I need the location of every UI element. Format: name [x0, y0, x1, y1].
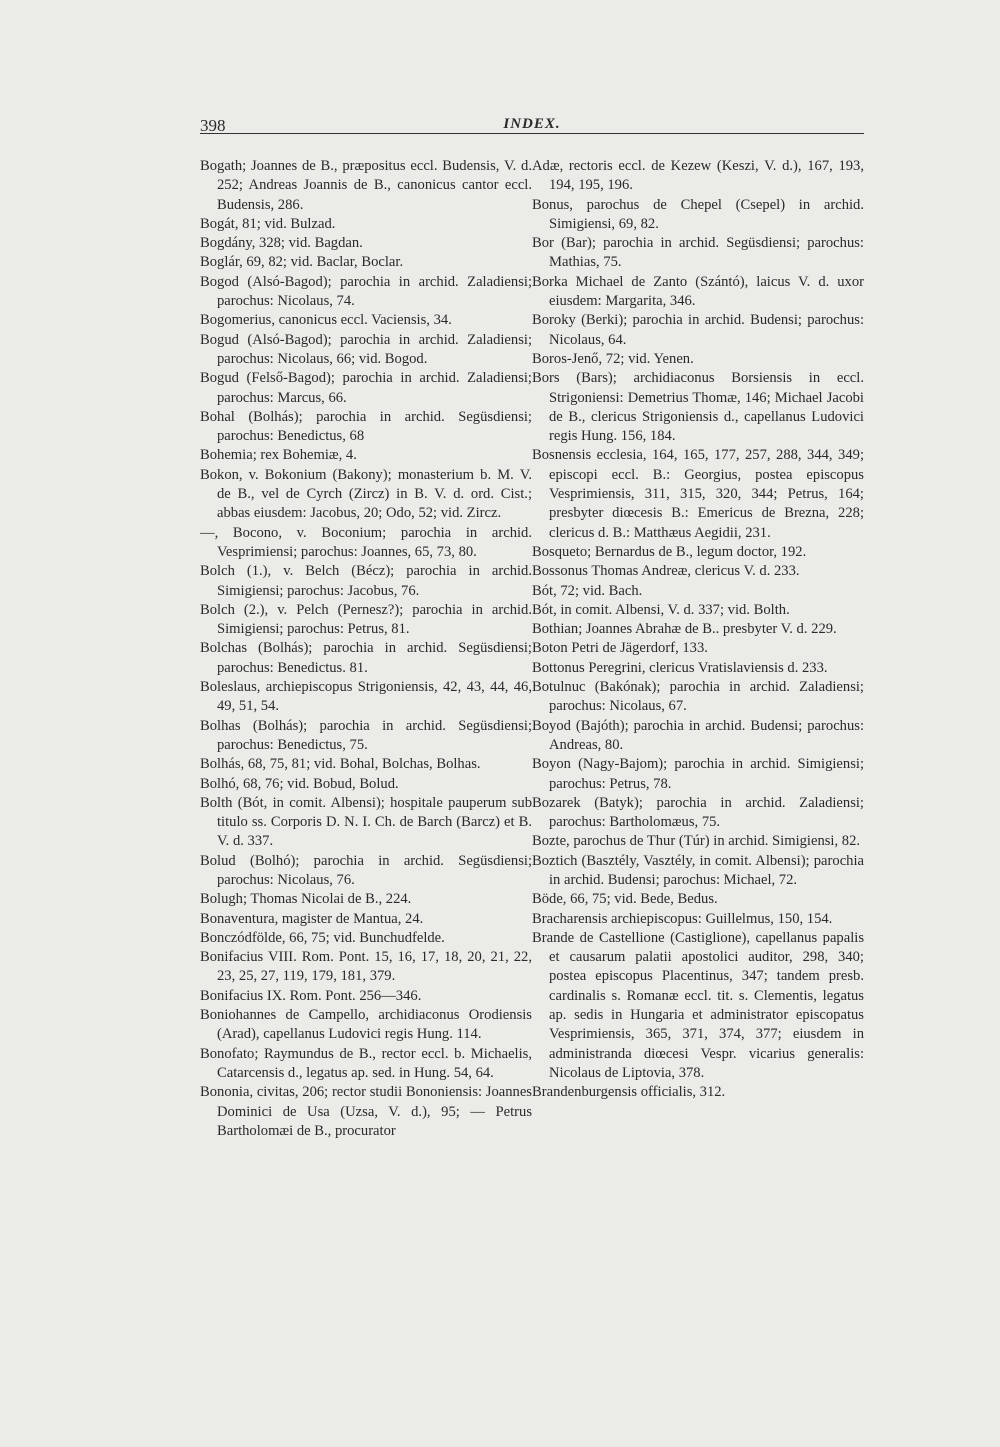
index-entry: Bogud (Alsó-Bagod); parochia in archid. Zaladiensi; parochus: Nicolaus, 66; vid. Bogod. — [200, 331, 532, 367]
index-entry: Boztich (Basztély, Vasztély, in comit. Albensi); parochia in archid. Budensi; parochus: Michael, 72. — [532, 852, 864, 888]
header-rule — [200, 133, 864, 134]
index-entry: Bolch (2.), v. Pelch (Pernesz?); parochia in archid. Simigiensi; parochus: Petrus, 81. — [200, 601, 532, 638]
page-header — [200, 116, 864, 136]
index-entry: Bononia, civitas, 206; rector studii Bononiensis: Joannes Dominici de Usa (Uzsa, V. d.), 95; — Petrus Bartholomæi de B., procurator — [200, 1084, 532, 1139]
index-entry: Bonifacius VIII. Rom. Pont. 15, 16, 17, 18, 20, 21, 22, 23, 25, 27, 119, 179, 181, 379. — [200, 949, 532, 985]
index-entry: Borka Michael de Zanto (Szántó), laicus V. d. uxor eiusdem: Margarita, 346. — [532, 273, 864, 310]
index-entry: Bogomerius, canonicus eccl. Vaciensis, 34. — [200, 312, 452, 329]
index-entry: Bogath; Joannes de B., præpositus eccl. Budensis, V. d. 252; Andreas Joannis de B., canonicus cantor eccl. Budensis, 286. — [200, 158, 532, 213]
running-head: INDEX. — [503, 116, 561, 132]
index-entry: Bozarek (Batyk); parochia in archid. Zaladiensi; parochus: Bartholomæus, 75. — [532, 794, 864, 831]
index-entry: Bonus, parochus de Chepel (Csepel) in archid. Simigiensi, 69, 82. — [532, 196, 864, 232]
index-entry: Bossonus Thomas Andreæ, clericus V. d. 233. — [532, 563, 800, 580]
index-entry: Böde, 66, 75; vid. Bede, Bedus. — [532, 891, 718, 908]
index-entry: —, Bocono, v. Boconium; parochia in archid. Vesprimiensi; parochus: Joannes, 65, 73, 80. — [200, 524, 532, 560]
index-entry: Bolhó, 68, 76; vid. Bobud, Bolud. — [200, 775, 399, 792]
index-entry: Adæ, rectoris eccl. de Kezew (Keszi, V. d.), 167, 193, 194, 195, 196. — [532, 158, 864, 194]
index-entry: Bonofato; Raymundus de B., rector eccl. b. Michaelis, Catarcensis d., legatus ap. sed. in Hung. 54, 64. — [200, 1045, 532, 1081]
index-entry: Brandenburgensis officialis, 312. — [532, 1084, 726, 1101]
index-entry: Bottonus Peregrini, clericus Vratislaviensis d. 233. — [532, 659, 828, 676]
index-entry: Bogát, 81; vid. Bulzad. — [200, 215, 336, 232]
index-entry: Bothian; Joannes Abrahæ de B.. presbyter V. d. 229. — [532, 621, 837, 638]
index-entry: Bolhás, 68, 75, 81; vid. Bohal, Bolchas, Bolhas. — [200, 756, 481, 773]
index-entry: Botulnuc (Bakónak); parochia in archid. Zaladiensi; parochus: Nicolaus, 67. — [532, 679, 864, 715]
index-entry: Boros-Jenő, 72; vid. Yenen. — [532, 350, 694, 367]
index-entry: Boglár, 69, 82; vid. Baclar, Boclar. — [200, 254, 404, 271]
index-entry: Bót, in comit. Albensi, V. d. 337; vid. Bolth. — [532, 601, 790, 618]
index-entry: Bokon, v. Bokonium (Bakony); monasterium b. M. V. de B., vel de Cyrch (Zircz) in B. V. d. ord. Cist.; abbas eiusdem: Jacobus, 20; Odo, 52; vid. Zircz. — [200, 466, 532, 522]
index-entry: Bolugh; Thomas Nicolai de B., 224. — [200, 891, 412, 908]
index-entry: Boton Petri de Jägerdorf, 133. — [532, 640, 708, 657]
index-entry: Bosnensis ecclesia, 164, 165, 177, 257, 288, 344, 349; episcopi eccl. B.: Georgius, postea episcopus Vesprimiensis, 311, 315, 320, 344; Petrus, 164; presbyter diœcesis B.: Emericus de Brezna, 228; clericus d. B.: Matthæus Aegidii, 231. — [532, 447, 864, 541]
page-number: 398 — [200, 116, 226, 135]
index-entry: Boleslaus, archiepiscopus Strigoniensis, 42, 43, 44, 46, 49, 51, 54. — [200, 679, 532, 715]
index-entry: Bót, 72; vid. Bach. — [532, 582, 643, 599]
index-entry: Bonaventura, magister de Mantua, 24. — [200, 910, 424, 927]
index-column-left — [200, 157, 532, 1141]
index-entry: Brande de Castellione (Castiglione), capellanus papalis et causarum palatii apostolici auditor, 298, 340; postea episcopus Placentinus, 347; tandem presb. cardinalis s. Romanæ eccl. tit. s. Clementis, legatus ap. sedis in Hungaria et administrator episcopatus Vesprimiensis, 365, 371, 374, 377; eiusdem in administranda diœcesi Vespr. vicarius generalis: Nicolaus de Liptovia, 378. — [532, 929, 864, 1081]
index-entry: Boroky (Berki); parochia in archid. Budensi; parochus: Nicolaus, 64. — [532, 312, 864, 348]
index-entry: Bolud (Bolhó); parochia in archid. Següsdiensi; parochus: Nicolaus, 76. — [200, 852, 532, 888]
index-entry: Bogud (Felső-Bagod); parochia in archid. Zaladiensi; parochus: Marcus, 66. — [200, 370, 532, 406]
index-entry: Bracharensis archiepiscopus: Guillelmus, 150, 154. — [532, 910, 833, 927]
index-entry: Bonifacius IX. Rom. Pont. 256—346. — [200, 987, 422, 1004]
index-entry: Bolhas (Bolhás); parochia in archid. Següsdiensi; parochus: Benedictus, 75. — [200, 717, 532, 753]
index-entry: Bors (Bars); archidiaconus Borsiensis in eccl. Strigoniensi: Demetrius Thomæ, 146; Michael Jacobi de B., clericus Strigoniensis d., capellanus Ludovici regis Hung. 156, 184. — [532, 370, 864, 445]
index-entry: Bosqueto; Bernardus de B., legum doctor, 192. — [532, 543, 807, 560]
index-entry: Bogdány, 328; vid. Bagdan. — [200, 235, 363, 252]
index-entry: Bogod (Alsó-Bagod); parochia in archid. Zaladiensi; parochus: Nicolaus, 74. — [200, 273, 532, 310]
index-column-right — [532, 157, 864, 1103]
index-entry: Boyod (Bajóth); parochia in archid. Budensi; parochus: Andreas, 80. — [532, 717, 864, 753]
index-entry: Bozte, parochus de Thur (Túr) in archid. Simigiensi, 82. — [532, 833, 861, 850]
index-entry: Bolchas (Bolhás); parochia in archid. Següsdiensi; parochus: Benedictus. 81. — [200, 640, 532, 676]
index-entry: Bor (Bar); parochia in archid. Següsdiensi; parochus: Mathias, 75. — [532, 235, 864, 271]
index-entry: Bohal (Bolhás); parochia in archid. Següsdiensi; parochus: Benedictus, 68 — [200, 408, 532, 445]
index-entry: Bolch (1.), v. Belch (Bécz); parochia in archid. Simigiensi; parochus: Jacobus, 76. — [200, 563, 532, 599]
index-entry: Bonczódfölde, 66, 75; vid. Bunchudfelde. — [200, 929, 445, 946]
index-entry: Bohemia; rex Bohemiæ, 4. — [200, 447, 357, 464]
index-entry: Boyon (Nagy-Bajom); parochia in archid. Simigiensi; parochus: Petrus, 78. — [532, 756, 864, 792]
index-entry: Boniohannes de Campello, archidiaconus Orodiensis (Arad), capellanus Ludovici regis Hung. 114. — [200, 1007, 532, 1043]
index-entry: Bolth (Bót, in comit. Albensi); hospitale pauperum sub titulo ss. Corporis D. N. I. Ch. de Barch (Barcz) et B. V. d. 337. — [200, 794, 532, 850]
